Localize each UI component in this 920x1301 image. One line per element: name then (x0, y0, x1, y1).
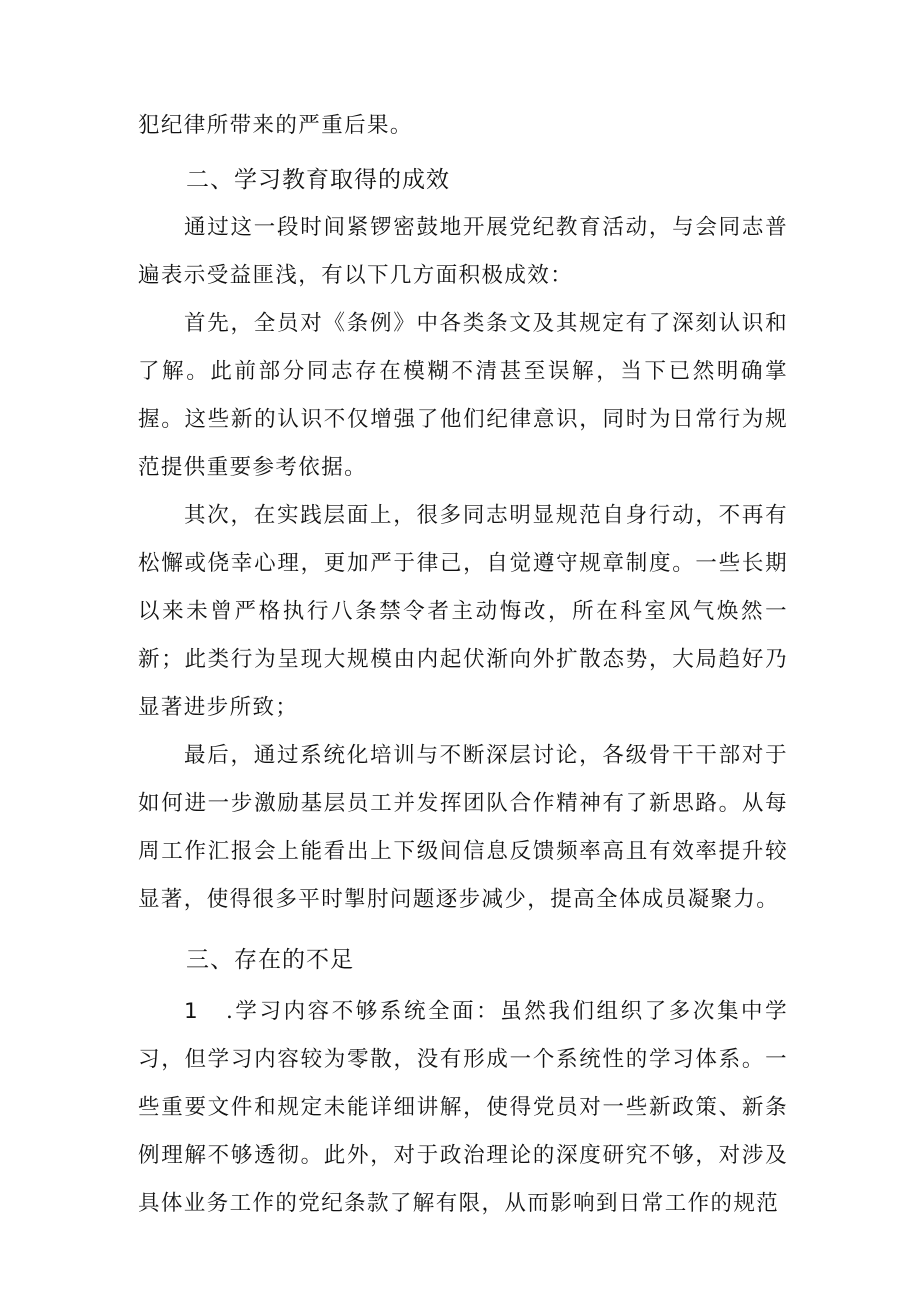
paragraph-continuation: 犯纪律所带来的严重后果。 (138, 113, 413, 138)
paragraph-finally: 最后，通过系统化培训与不断深层讨论，各级骨干干部对于如何进一步激励基层员工并发挥团队合作精神有了新思路。从每周工作汇报会上能看出上下级间信息反馈频率高且有效率提升较显著，使得很多平时掣肘问题逐步减少，提高全体成员凝聚力。 (138, 743, 788, 912)
paragraph-shortcoming-1 (138, 988, 788, 1228)
section-heading-achievements: 二、学习教育取得的成效 (186, 167, 450, 193)
section-heading-shortcomings: 三、存在的不足 (186, 947, 354, 973)
paragraph-intro: 通过这一段时间紧锣密鼓地开展党纪教育活动，与会同志普遍表示受益匪浅，有以下几方面积极成效： (138, 215, 788, 288)
paragraph-shortcoming-1-text: .学习内容不够系统全面：虽然我们组织了多次集中学习，但学习内容较为零散，没有形成一个系统性的学习体系。一些重要文件和规定未能详细讲解，使得党员对一些新政策、新条例理解不够透彻。此外，对于政治理论的深度研究不够，对涉及具体业务工作的党纪条款了解有限，从而影响到日常工作的规范 (138, 999, 788, 1216)
paragraph-second: 其次，在实践层面上，很多同志明显规范自身行动，不再有松懈或侥幸心理，更加严于律己，自觉遵守规章制度。一些长期以来未曾严格执行八条禁令者主动悔改，所在科室风气焕然一新；此类行为呈现大规模由内起伏渐向外扩散态势，大局趋好乃显著进步所致； (138, 503, 788, 720)
paragraph-first: 首先，全员对《条例》中各类条文及其规定有了深刻认识和了解。此前部分同志存在模糊不清甚至误解，当下已然明确掌握。这些新的认识不仅增强了他们纪律意识，同时为日常行为规范提供重要参考依据。 (138, 311, 788, 480)
list-number: 1 (184, 999, 200, 1024)
